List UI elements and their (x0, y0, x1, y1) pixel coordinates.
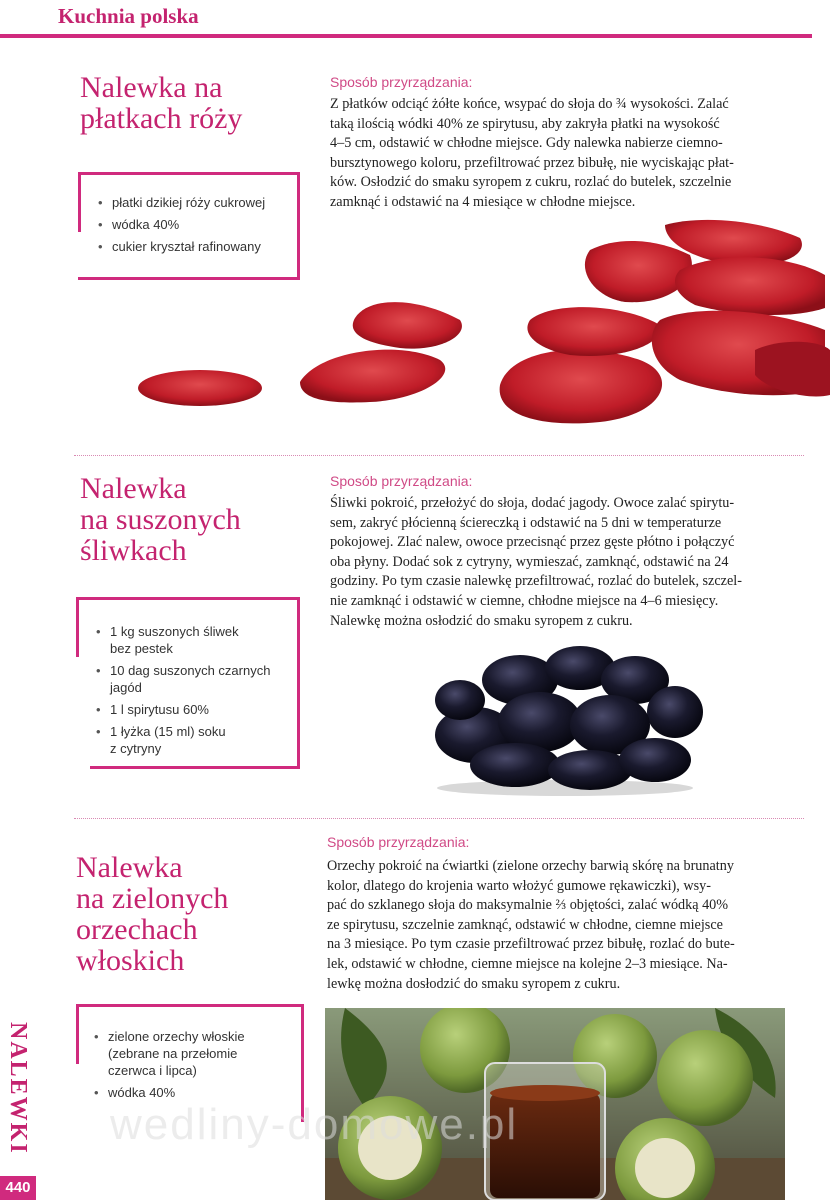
frame-accent (78, 172, 81, 232)
ingredient-item: • cukier kryształ rafinowany (98, 238, 298, 255)
title-line: śliwkach (80, 534, 187, 567)
title-line: włoskich (76, 944, 185, 977)
ingredients-list (94, 1028, 298, 1106)
frame-accent (76, 1004, 304, 1007)
title-line: Nalewka (80, 472, 187, 505)
frame-accent (76, 597, 79, 657)
section-separator (74, 455, 804, 456)
title-line: Nalewka (76, 851, 183, 884)
recipe-2-method-text: Śliwki pokroić, przełożyć do słoja, dodać jagody. Owoce zalać spirytu- sem, zakryć płócienną ściereczką i odstawić na 5 dni w temperaturze pokojowej. Zlać nalew, owoce przecisnąć przez gęste płótno i połączyć oba płyny. Dodać sok z cytryny, wymieszać, zamknąć, odstawić na 24 godziny. Po tym czasie nalewkę przefiltrować, rozlać do butelek, szczel- nie zamknąć i odstawić w ciemne, chłodne miejsce na 4–6 miesięcy. Nalewkę można osłodzić do smaku syropem z cukru. (330, 495, 742, 629)
recipe-1-method-text: Z płatków odciąć żółte końce, wsypać do słoja do ¾ wysokości. Zalać taką ilością wódki 40% ze spirytusu, aby zakryła płatki na wysokość 4–5 cm, odstawić w chłodne miejsce. Gdy nalewka nabierze ciemno- bursztynowego koloru, przefiltrować przez bibułę, nie wyciskając płat- ków. Osłodzić do smaku syropem z cukru, rozlać do butelek, szczelnie zamknąć i odstawić na 4 miesiące w chłodne miejsce. (330, 96, 734, 210)
section-separator (74, 818, 804, 819)
title-line: na zielonych (76, 882, 229, 915)
header-rule (0, 34, 812, 38)
walnut-flesh (635, 1138, 695, 1198)
prune (435, 680, 485, 720)
ingredient-item: • wódka 40% (94, 1084, 298, 1101)
prune (548, 750, 632, 790)
ingredient-item: • zielone orzechy włoskie (zebrane na przełomie czerwca i lipca) (94, 1028, 298, 1079)
method-label: Sposób przyrządzania: (327, 834, 470, 850)
ingredient-item: • 1 kg suszonych śliwek bez pestek (96, 623, 292, 657)
page-header (0, 0, 830, 40)
recipe-2-ingredients-box (76, 597, 300, 769)
ingredient-item: • 1 l spirytusu 60% (96, 701, 292, 718)
frame-accent (78, 172, 300, 175)
liqueur-surface (490, 1085, 600, 1101)
ingredient-item: • 1 łyżka (15 ml) soku z cytryny (96, 723, 292, 757)
watermark: wedliny-domowe.pl (110, 1100, 519, 1149)
petal (500, 350, 662, 424)
running-head-title: Kuchnia polska (58, 4, 199, 28)
petal (138, 370, 262, 406)
green-walnut (657, 1030, 753, 1126)
frame-accent (76, 597, 300, 600)
recipe-3-method-text: Orzechy pokroić na ćwiartki (zielone orzechy barwią skórę na brunatny kolor, dlatego do krojenia warto włożyć gumowe rękawiczki), wsy- pać do szklanego słoja do maksymalnie ⅔ objętości, zalać wódką 40% ze spirytusu, szczelnie zamknąć, odstawić w chłodne, ciemne miejsce na 3 miesiące. Po tym czasie przefiltrować przez bibułę, rozlać do bute- lek, odstawić w chłodne, ciemne miejsce na kolejne 2–3 miesiące. Na- lewkę można dosłodzić do smaku syropem z cukru. (327, 858, 735, 992)
prune (470, 743, 560, 787)
recipe-3-title (76, 852, 228, 976)
method-label: Sposób przyrządzania: (330, 473, 473, 489)
prune (619, 738, 691, 782)
title-line: płatkach róży (80, 102, 243, 135)
title-line: Nalewka na (80, 71, 223, 104)
prune (647, 686, 703, 738)
prune (498, 692, 582, 752)
dried-prunes-image (420, 640, 710, 800)
ingredient-item: • 10 dag suszonych czarnych jagód (96, 662, 292, 696)
method-label: Sposób przyrządzania: (330, 74, 473, 90)
petal (353, 302, 462, 349)
petal (675, 257, 825, 315)
petal (585, 241, 692, 302)
rose-petals-image (120, 210, 830, 435)
ingredient-item: • wódka 40% (98, 216, 298, 233)
petal (300, 350, 445, 403)
recipe-2-title (80, 473, 241, 566)
page-number: 440 (0, 1176, 36, 1200)
section-side-label: NALEWKI (5, 1022, 31, 1155)
frame-accent (90, 766, 300, 769)
title-line: orzechach (76, 913, 198, 946)
title-line: na suszonych (80, 503, 241, 536)
frame-accent (297, 597, 300, 769)
recipe-1-title (80, 72, 242, 134)
ingredients-list (96, 623, 292, 762)
frame-accent (76, 1004, 79, 1064)
petal (527, 307, 660, 356)
ingredient-item: • płatki dzikiej róży cukrowej (98, 194, 298, 211)
